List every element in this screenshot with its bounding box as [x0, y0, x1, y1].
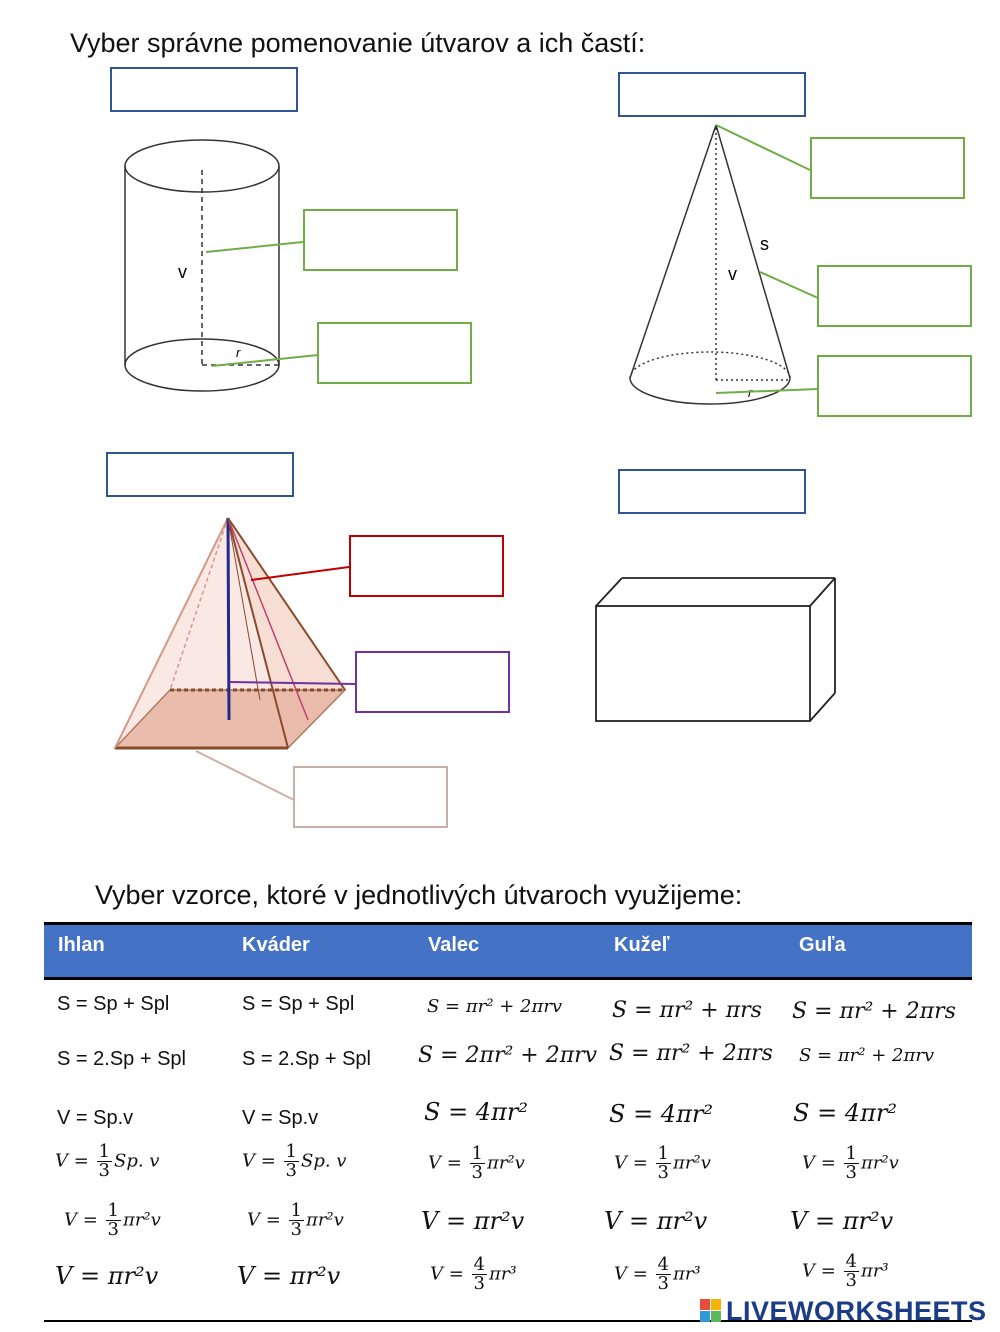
formula-kvader-2[interactable]: S = 2.Sp + Spl	[242, 1048, 371, 1070]
formula-kvader-6[interactable]: V = πr²v	[237, 1262, 341, 1290]
cylinder-figure	[125, 140, 279, 391]
header-valec: Valec	[428, 934, 480, 956]
formula-ihlan-5[interactable]: V = $\frac{1}{3}$ πr²v	[64, 1200, 161, 1240]
formula-gula-1[interactable]: S = πr² + 2πrs	[792, 999, 956, 1024]
heading-shapes: Vyber správne pomenovanie útvarov a ich častí:	[70, 28, 646, 58]
answer-box-pyramid-base[interactable]	[293, 766, 448, 828]
formula-kvader-4[interactable]: V = $\frac{1}{3}$ Sp. v	[242, 1141, 347, 1181]
header-ihlan: Ihlan	[58, 934, 105, 956]
answer-box-cone-name[interactable]	[618, 72, 806, 117]
formula-gula-2[interactable]: S = πr² + 2πrv	[799, 1045, 935, 1066]
answer-box-cylinder-radius[interactable]	[317, 322, 472, 384]
brand-text: LIVEWORKSHEETS	[726, 1296, 987, 1326]
label-s-cone: s	[760, 234, 769, 254]
formula-valec-6[interactable]: V = $\frac{4}{3}$ πr³	[430, 1254, 517, 1294]
formula-gula-6[interactable]: V = $\frac{4}{3}$ πr³	[802, 1251, 889, 1291]
formula-valec-2[interactable]: S = 2πr² + 2πrv	[418, 1043, 598, 1068]
formula-kuzel-1[interactable]: S = πr² + πrs	[612, 998, 762, 1023]
formula-ihlan-1[interactable]: S = Sp + Spl	[57, 993, 170, 1015]
formula-valec-3[interactable]: S = 4πr²	[424, 1098, 528, 1126]
formula-kuzel-6[interactable]: V = $\frac{4}{3}$ πr³	[614, 1254, 701, 1294]
formula-kvader-1[interactable]: S = Sp + Spl	[242, 993, 355, 1015]
label-v-cylinder: v	[178, 262, 187, 282]
answer-box-pyramid-edge[interactable]	[349, 535, 504, 597]
formula-gula-5[interactable]: V = πr²v	[790, 1207, 894, 1235]
cone-figure	[630, 125, 790, 404]
formula-kvader-3[interactable]: V = Sp.v	[242, 1107, 319, 1129]
formula-kvader-5[interactable]: V = $\frac{1}{3}$ πr²v	[247, 1200, 344, 1240]
formula-kuzel-4[interactable]: V = $\frac{1}{3}$ πr²v	[614, 1143, 711, 1183]
formula-ihlan-2[interactable]: S = 2.Sp + Spl	[57, 1048, 186, 1070]
formula-kuzel-5[interactable]: V = πr²v	[604, 1207, 708, 1235]
formula-ihlan-4[interactable]: V = $\frac{1}{3}$ Sp. v	[55, 1141, 160, 1181]
answer-box-cylinder-name[interactable]	[110, 67, 298, 112]
liveworksheets-icon	[700, 1299, 722, 1323]
formula-valec-4[interactable]: V = $\frac{1}{3}$ πr²v	[428, 1143, 525, 1183]
heading-formulas: Vyber vzorce, ktoré v jednotlivých útvaroch využijeme:	[95, 880, 743, 910]
header-kvader: Kváder	[242, 934, 310, 956]
formula-valec-5[interactable]: V = πr²v	[421, 1207, 525, 1235]
answer-box-cylinder-height[interactable]	[303, 209, 458, 271]
label-r-cylinder: r	[236, 345, 241, 360]
formula-kuzel-3[interactable]: S = 4πr²	[609, 1100, 713, 1128]
label-v-cone: v	[728, 264, 737, 284]
answer-box-pyramid-height[interactable]	[355, 651, 510, 713]
cuboid-figure	[596, 578, 835, 721]
formula-valec-1[interactable]: S = πr² + 2πrv	[427, 996, 563, 1017]
answer-box-pyramid-name[interactable]	[106, 452, 294, 497]
pyramid-figure	[115, 518, 345, 748]
liveworksheets-logo	[700, 1296, 987, 1327]
formula-ihlan-3[interactable]: V = Sp.v	[57, 1107, 134, 1129]
answer-box-cuboid-name[interactable]	[618, 469, 806, 514]
formula-kuzel-2[interactable]: S = πr² + 2πrs	[609, 1041, 773, 1066]
formula-gula-4[interactable]: V = $\frac{1}{3}$ πr²v	[802, 1143, 899, 1183]
formula-gula-3[interactable]: S = 4πr²	[793, 1099, 897, 1127]
formula-ihlan-6[interactable]: V = πr²v	[55, 1262, 159, 1290]
answer-box-cone-radius[interactable]	[817, 355, 972, 417]
header-kuzel: Kužeľ	[614, 934, 670, 956]
answer-box-cone-apex[interactable]	[810, 137, 965, 199]
header-gula: Guľa	[799, 934, 846, 956]
answer-box-cone-slant[interactable]	[817, 265, 972, 327]
